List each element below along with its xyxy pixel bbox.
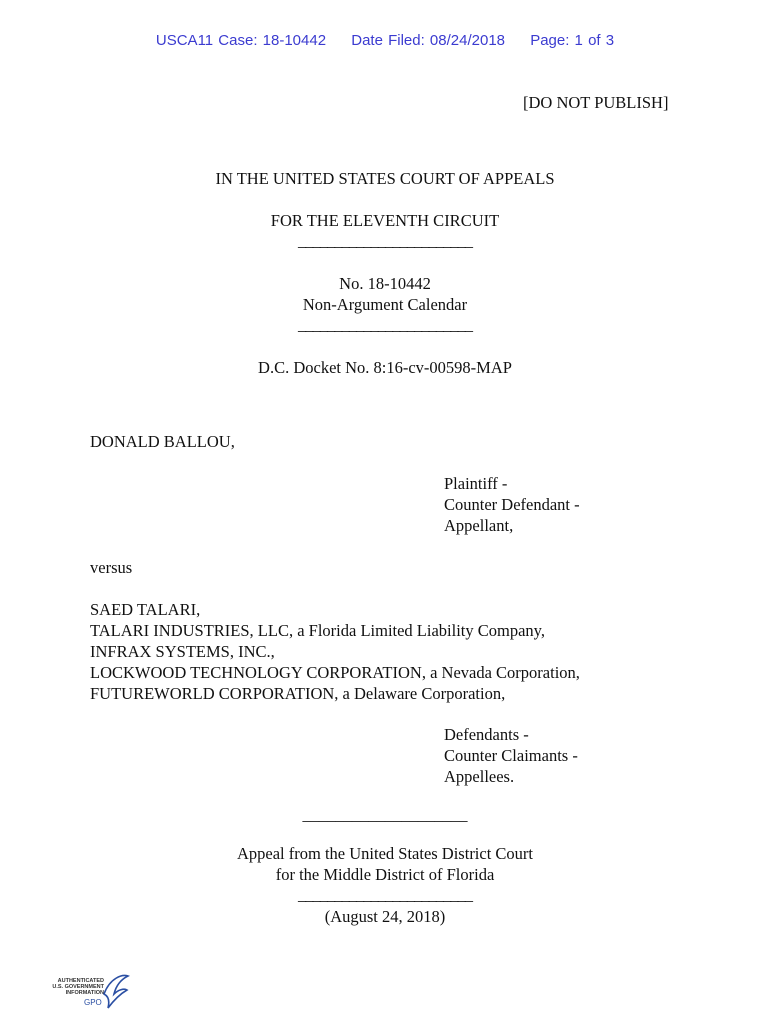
defendant-name: SAED TALARI, [90, 600, 201, 619]
defendant-role: Defendants - [444, 725, 529, 744]
gpo-mark: GPO [84, 998, 102, 1007]
defendant-name: FUTUREWORLD CORPORATION, a Delaware Corporation, [90, 684, 506, 703]
docket-number: D.C. Docket No. 8:16-cv-00598-MAP [258, 358, 512, 377]
gpo-authentication-seal [44, 972, 134, 1012]
calendar-type: Non-Argument Calendar [302, 295, 468, 314]
appeal-rule: ________________________ [298, 885, 472, 904]
case-number: No. 18-10442 [339, 274, 431, 293]
page-number-header: Page: 1 of 3 [530, 32, 615, 49]
defendant-role: Counter Claimants - [444, 746, 578, 765]
case-rule: ________________________ [298, 315, 472, 334]
separator-line: ____________________ [302, 805, 468, 824]
defendant-name: TALARI INDUSTRIES, LLC, a Florida Limited Liability Company, [90, 621, 545, 640]
defendant-name: LOCKWOOD TECHNOLOGY CORPORATION, a Nevada Corporation, [90, 663, 580, 682]
court-rule: ________________________ [298, 231, 472, 250]
defendant-name: INFRAX SYSTEMS, INC., [90, 642, 275, 661]
date-filed-header: Date Filed: 08/24/2018 [351, 32, 506, 49]
decision-date: (August 24, 2018) [324, 907, 446, 926]
seal-text: AUTHENTICATED U.S. GOVERNMENT INFORMATION [52, 978, 104, 996]
plaintiff-role: Appellant, [444, 516, 514, 535]
case-number-header: USCA11 Case: 18-10442 [155, 32, 327, 49]
appeal-line-1: Appeal from the United States District Court [236, 844, 534, 863]
publish-note: [DO NOT PUBLISH] [523, 93, 669, 112]
appeal-line-2: for the Middle District of Florida [275, 865, 495, 884]
defendant-role: Appellees. [444, 767, 515, 786]
plaintiff-role: Plaintiff - [444, 474, 508, 493]
circuit-title: FOR THE ELEVENTH CIRCUIT [270, 211, 500, 230]
versus-label: versus [90, 558, 133, 577]
court-title: IN THE UNITED STATES COURT OF APPEALS [215, 169, 555, 188]
eagle-icon [100, 972, 130, 1010]
page-header [0, 32, 770, 49]
plaintiff-role: Counter Defendant - [444, 495, 580, 514]
plaintiff-name: DONALD BALLOU, [90, 432, 235, 451]
